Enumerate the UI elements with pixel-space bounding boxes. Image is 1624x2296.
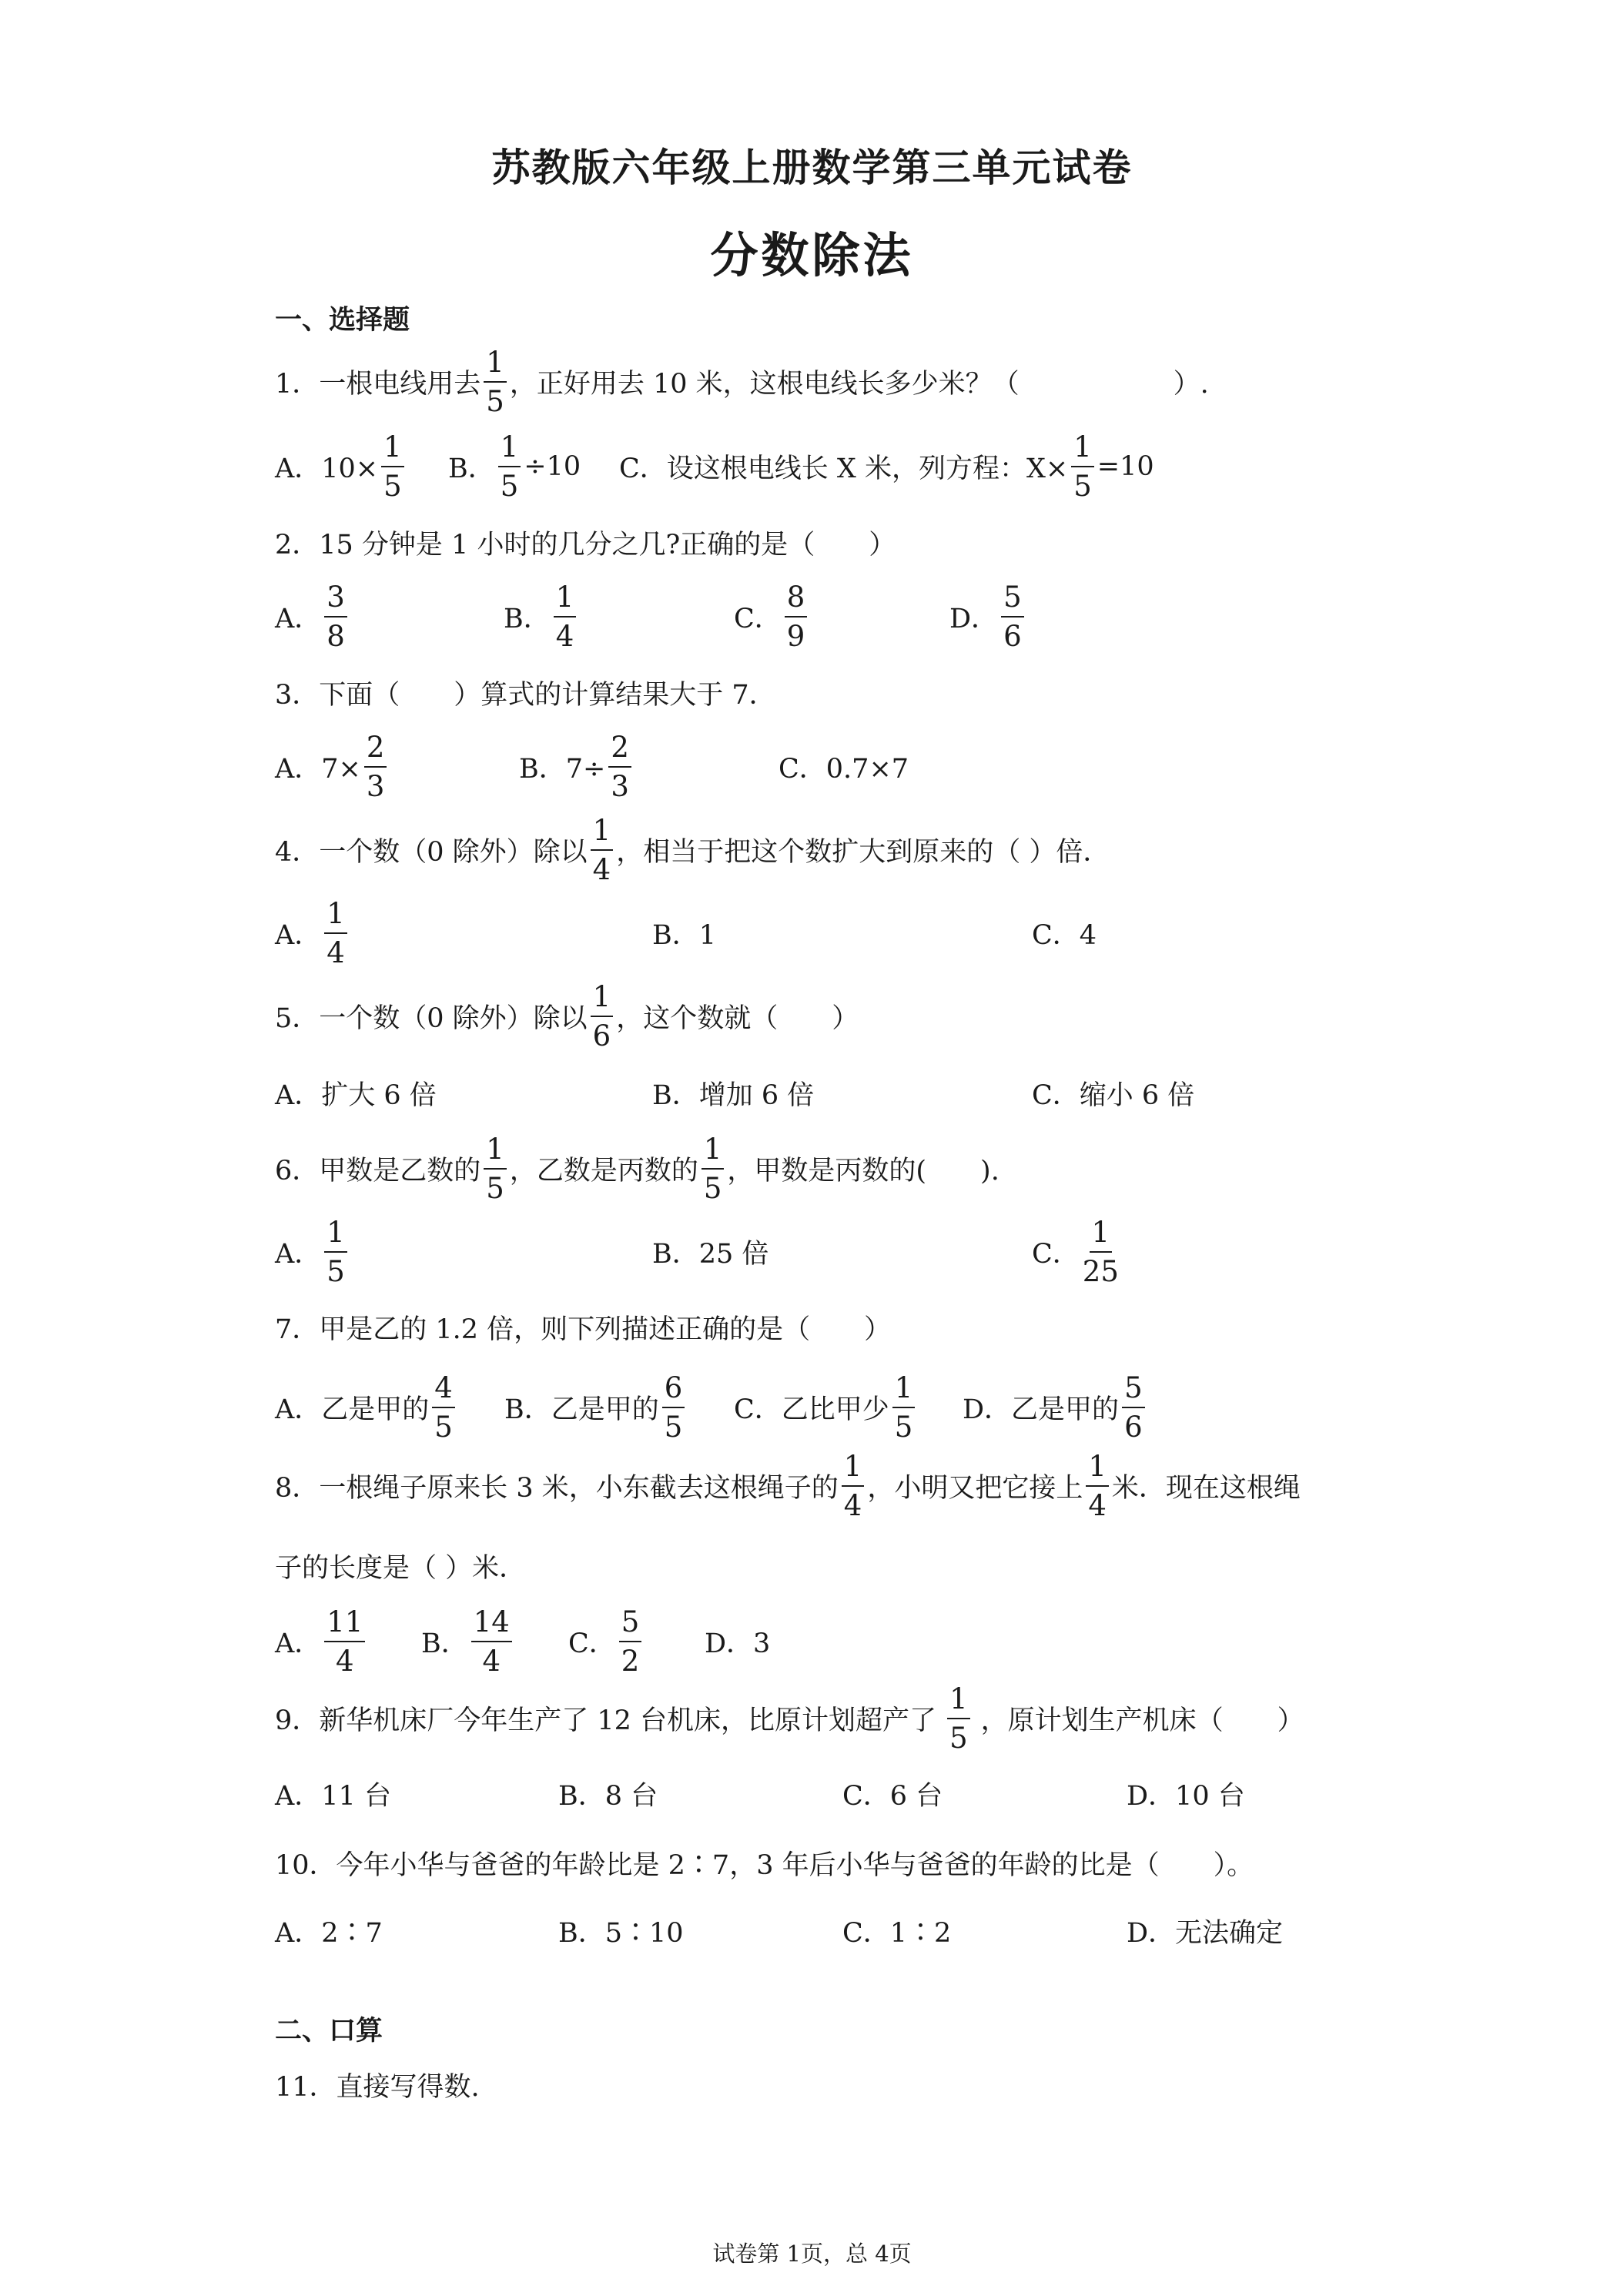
question-7 <box>275 1281 891 1374</box>
question-6-text-middle: ，乙数是丙数的 <box>509 1156 698 1186</box>
question-3-text: 3．下面（ ）算式的计算结果大于 7． <box>275 680 776 711</box>
fraction-numerator: 2 <box>364 733 387 768</box>
fraction-denominator: 5 <box>326 1255 345 1288</box>
option-b <box>558 1885 684 1977</box>
fraction-numerator: 14 <box>471 1608 512 1642</box>
question-5-fraction <box>591 980 614 1053</box>
question-5-text-start: 5．一个数（0 除外）除以 <box>275 1003 588 1034</box>
question-3-options <box>275 721 1430 813</box>
option-b-label: B． <box>448 454 495 484</box>
option-c-label: C． <box>568 1628 616 1659</box>
option-c-label: C．乙比甲少 <box>734 1394 889 1425</box>
fraction-numerator: 1 <box>484 1135 507 1170</box>
option-c-text: C．缩小 6 倍 <box>1032 1080 1195 1111</box>
question-11-text: 11．直接写得数. <box>275 2072 480 2103</box>
question-6-fraction-2 <box>702 1135 725 1203</box>
question-9-fraction <box>947 1682 970 1755</box>
option-b-fraction <box>471 1605 512 1678</box>
fraction-denominator: 5 <box>949 1722 968 1755</box>
option-d <box>949 571 1027 663</box>
option-b-text: B．25 倍 <box>652 1239 769 1270</box>
fraction-denominator: 5 <box>434 1411 453 1444</box>
option-d-fraction <box>1122 1371 1145 1444</box>
fraction-denominator: 6 <box>1003 620 1022 653</box>
question-4-text-end: ，相当于把这个数扩大到原来的（ ）倍． <box>616 837 1110 868</box>
fraction-denominator: 6 <box>1124 1411 1143 1444</box>
fraction-denominator: 5 <box>500 470 519 503</box>
question-4-options <box>275 887 1430 979</box>
fraction-denominator: 4 <box>326 936 345 969</box>
question-8-text-start: 8．一根绳子原来长 3 米，小东截去这根绳子的 <box>275 1473 839 1504</box>
option-a <box>275 1885 383 1977</box>
question-1-text-start: 1．一根电线用去 <box>275 369 481 400</box>
option-a-fraction <box>324 583 347 651</box>
option-a-label: A． <box>275 604 322 634</box>
question-8-fraction-1 <box>842 1452 865 1520</box>
question-1-text-end: ）. <box>1173 369 1209 400</box>
option-c <box>779 721 909 813</box>
fraction-denominator: 4 <box>336 1645 354 1678</box>
option-b-text: B．1 <box>652 920 716 951</box>
fraction-denominator: 8 <box>326 620 345 653</box>
question-7-text: 7．甲是乙的 1.2 倍，则下列描述正确的是（ ） <box>275 1314 892 1345</box>
fraction-denominator: 5 <box>1073 470 1092 503</box>
fraction-numerator: 1 <box>947 1685 970 1719</box>
option-b <box>519 721 635 813</box>
option-c-suffix: =10 <box>1097 451 1154 482</box>
fraction-numerator: 1 <box>1086 1452 1109 1487</box>
option-c <box>1032 887 1097 979</box>
question-8-text-end: 米．现在这根绳 <box>1111 1473 1301 1504</box>
option-c-text: C．1∶2 <box>842 1918 952 1949</box>
option-b-text: B．增加 6 倍 <box>652 1080 815 1111</box>
question-5-text-end: ，这个数就（ ） <box>616 1003 859 1034</box>
fraction-denominator: 3 <box>611 770 629 803</box>
fraction-numerator: 1 <box>381 433 404 467</box>
question-8-text-continued: 子的长度是（ ）米． <box>275 1553 527 1584</box>
fraction-numerator: 1 <box>484 348 507 383</box>
exam-subtitle: 分数除法 <box>710 227 914 283</box>
option-c-label: C．设这根电线长 X 米，列方程：X× <box>619 454 1069 484</box>
option-a-fraction <box>381 430 404 503</box>
option-d <box>1127 1885 1283 1977</box>
option-b-label: B． <box>504 604 551 634</box>
option-d-text: D．3 <box>705 1628 771 1659</box>
option-b-fraction <box>608 733 631 801</box>
fraction-denominator: 4 <box>1088 1489 1107 1522</box>
question-9-text-start: 9．新华机床厂今年生产了 12 台机床，比原计划超产了 <box>275 1705 937 1736</box>
option-a-fraction <box>364 733 387 801</box>
question-6-text-end: ，甲数是丙数的( ). <box>727 1156 1000 1186</box>
option-c-text: C．0.7×7 <box>779 754 909 785</box>
fraction-numerator: 1 <box>702 1135 725 1170</box>
fraction-denominator: 2 <box>621 1645 640 1678</box>
fraction-denominator: 5 <box>383 470 402 503</box>
exam-title: 苏教版六年级上册数学第三单元试卷 <box>491 146 1133 190</box>
option-c-text: C．6 台 <box>842 1781 943 1812</box>
fraction-numerator: 1 <box>1071 433 1094 467</box>
fraction-denominator: 5 <box>664 1411 683 1444</box>
fraction-numerator: 1 <box>1090 1218 1113 1253</box>
option-a-label: A．7× <box>275 754 361 785</box>
option-b-fraction <box>662 1371 685 1444</box>
option-a-fraction <box>324 1605 365 1678</box>
fraction-numerator: 1 <box>554 583 577 618</box>
question-8 <box>275 1440 1301 1532</box>
fraction-numerator: 1 <box>892 1374 916 1408</box>
option-d-label: D． <box>949 604 999 634</box>
fraction-numerator: 1 <box>324 899 347 934</box>
question-6 <box>275 1123 1000 1215</box>
option-b-label: B．7÷ <box>519 754 606 785</box>
option-a-label: A．10× <box>275 454 379 484</box>
option-c-fraction <box>785 583 808 651</box>
option-a-text: A．11 台 <box>275 1781 391 1812</box>
option-a <box>275 887 350 979</box>
question-1-text-middle: ，正好用去 10 米，这根电线长多少米？（ <box>509 369 1020 400</box>
option-b-text: B．5∶10 <box>558 1918 684 1949</box>
fraction-denominator: 4 <box>482 1645 501 1678</box>
option-a-label: A． <box>275 1628 322 1659</box>
fraction-denominator: 5 <box>486 385 504 418</box>
option-b-suffix: ÷10 <box>524 451 581 482</box>
fraction-numerator: 5 <box>1001 583 1024 618</box>
fraction-numerator: 5 <box>1122 1374 1145 1408</box>
fraction-numerator: 4 <box>432 1374 455 1408</box>
fraction-denominator: 25 <box>1082 1255 1119 1288</box>
fraction-numerator: 1 <box>498 433 521 467</box>
option-a-fraction <box>324 899 347 967</box>
fraction-numerator: 11 <box>324 1608 365 1642</box>
fraction-numerator: 1 <box>591 816 614 851</box>
fraction-denominator: 3 <box>366 770 385 803</box>
question-8-text-middle: ，小明又把它接上 <box>867 1473 1083 1504</box>
fraction-numerator: 5 <box>619 1608 642 1642</box>
fraction-denominator: 5 <box>703 1172 722 1205</box>
question-6-fraction-1 <box>484 1135 507 1203</box>
question-8-fraction-2 <box>1086 1452 1109 1520</box>
option-c-label: C． <box>1032 1239 1080 1270</box>
question-1 <box>275 336 1209 428</box>
section-heading-choice: 一、选择题 <box>275 305 410 336</box>
fraction-denominator: 4 <box>555 620 574 653</box>
option-a-label: A． <box>275 1239 322 1270</box>
question-9-text-end: ，原计划生产机床（ ） <box>980 1705 1304 1736</box>
option-b-text: B．8 台 <box>558 1781 658 1812</box>
fraction-denominator: 6 <box>592 1019 611 1053</box>
fraction-numerator: 1 <box>591 982 614 1017</box>
option-a-text: A．2∶7 <box>275 1918 383 1949</box>
fraction-numerator: 2 <box>608 733 631 768</box>
fraction-numerator: 1 <box>324 1218 347 1253</box>
fraction-numerator: 3 <box>324 583 347 618</box>
option-b-label: B． <box>421 1628 468 1659</box>
option-c <box>1032 1047 1194 1140</box>
option-a-text: A．扩大 6 倍 <box>275 1080 437 1111</box>
option-c-fraction <box>1083 1218 1119 1286</box>
option-a-fraction <box>432 1371 455 1444</box>
option-c <box>842 1885 951 1977</box>
option-c-fraction <box>619 1605 642 1678</box>
option-d-fraction <box>1001 583 1024 651</box>
fraction-denominator: 4 <box>592 853 611 886</box>
option-d-text: D．10 台 <box>1127 1781 1245 1812</box>
option-c <box>1032 1206 1122 1298</box>
option-a-fraction <box>324 1218 347 1286</box>
option-b-label: B．乙是甲的 <box>504 1394 659 1425</box>
option-c-label: C． <box>734 604 782 634</box>
fraction-numerator: 1 <box>842 1452 865 1487</box>
question-2-text: 2．15 分钟是 1 小时的几分之几?正确的是（ ） <box>275 530 896 561</box>
question-11 <box>275 2039 480 2131</box>
option-b <box>652 887 716 979</box>
option-a <box>275 721 390 813</box>
option-c-fraction <box>892 1371 916 1444</box>
fraction-denominator: 9 <box>786 620 805 653</box>
option-b-fraction <box>498 430 521 503</box>
question-10-text: 10．今年小华与爸爸的年龄比是 2∶7，3 年后小华与爸爸的年龄的比是（ ）。 <box>275 1850 1254 1881</box>
fraction-denominator: 5 <box>486 1172 504 1205</box>
question-4-text-start: 4．一个数（0 除外）除以 <box>275 837 588 868</box>
fraction-denominator: 4 <box>843 1489 862 1522</box>
option-b-fraction <box>554 583 577 651</box>
option-a-label: A．乙是甲的 <box>275 1394 430 1425</box>
question-1-fraction <box>484 348 507 416</box>
option-a-label: A． <box>275 920 322 951</box>
fraction-numerator: 8 <box>785 583 808 618</box>
option-d-text: D．无法确定 <box>1127 1918 1284 1949</box>
fraction-denominator: 5 <box>894 1411 913 1444</box>
question-4-fraction <box>591 816 614 884</box>
question-6-text-start: 6．甲数是乙数的 <box>275 1156 481 1186</box>
page-footer: 试卷第 1页，总 4页 <box>712 2241 912 2267</box>
option-c-text: C．4 <box>1032 920 1097 951</box>
option-d-label: D．乙是甲的 <box>963 1394 1120 1425</box>
section-heading-mental-math: 二、口算 <box>275 2016 383 2047</box>
fraction-numerator: 6 <box>662 1374 685 1408</box>
option-c-fraction <box>1071 430 1094 503</box>
question-10-options <box>275 1885 1430 1977</box>
question-4 <box>275 804 1110 896</box>
